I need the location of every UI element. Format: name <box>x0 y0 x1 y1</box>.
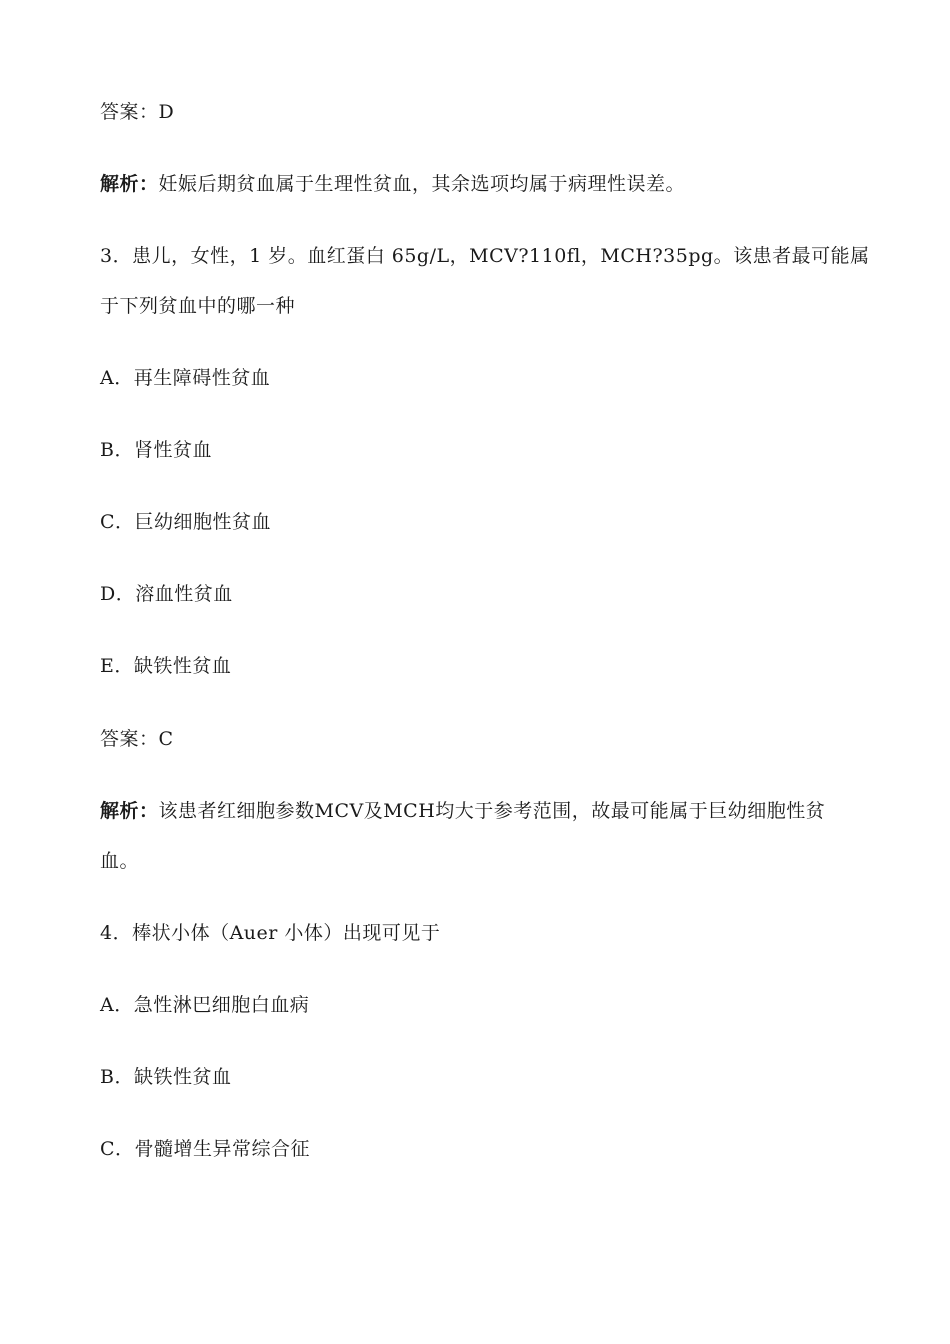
q2-analysis-text: 妊娠后期贫血属于生理性贫血，其余选项均属于病理性误差。 <box>158 173 686 195</box>
q4-option-b: B．缺铁性贫血 <box>100 1066 232 1088</box>
q3-analysis-line-2: 血。 <box>100 850 140 872</box>
q2-answer: 答案：D <box>100 101 175 123</box>
q3-analysis-text: 该患者红细胞参数MCV及MCH均大于参考范围，故最可能属于巨幼细胞性贫 <box>158 800 826 822</box>
q3-stem-line-2: 于下列贫血中的哪一种 <box>100 295 296 317</box>
q3-analysis-line-1 <box>100 799 825 823</box>
q3-option-e: E．缺铁性贫血 <box>100 655 232 677</box>
q2-analysis-label: 解析： <box>100 173 159 195</box>
q3-option-c: C．巨幼细胞性贫血 <box>100 511 272 533</box>
q4-option-c: C．骨髓增生异常综合征 <box>100 1138 311 1160</box>
q3-stem-line-1: 3．患儿，女性，1 岁。血红蛋白 65g/L，MCV?110fl，MCH?35pg。该患者最可能属 <box>100 245 870 267</box>
q4-stem: 4．棒状小体（Auer 小体）出现可见于 <box>100 922 441 944</box>
q4-option-a: A．急性淋巴细胞白血病 <box>100 994 310 1016</box>
q3-answer: 答案：C <box>100 728 174 750</box>
q3-analysis-label: 解析： <box>100 800 159 822</box>
q3-option-d: D．溶血性贫血 <box>100 583 233 605</box>
q3-option-a: A．再生障碍性贫血 <box>100 367 271 389</box>
q2-analysis <box>100 172 685 196</box>
q3-option-b: B．肾性贫血 <box>100 439 212 461</box>
